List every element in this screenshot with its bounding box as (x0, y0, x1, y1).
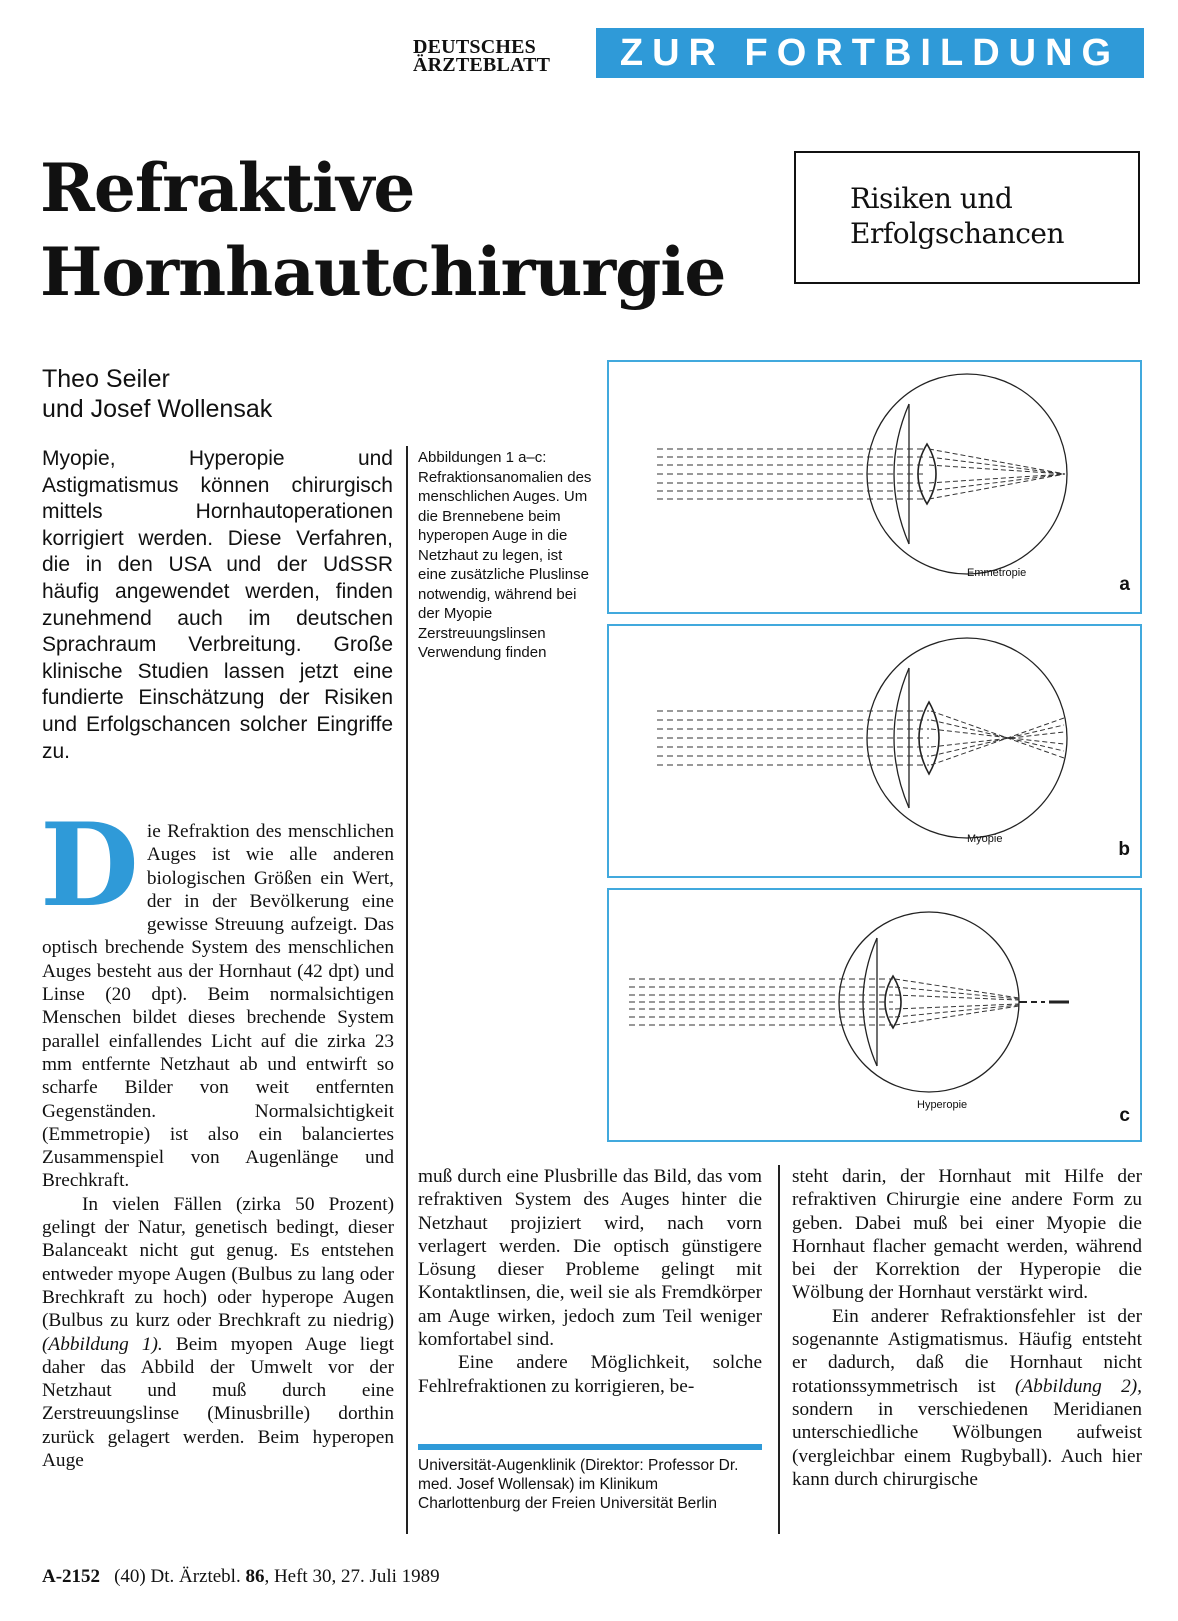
col3-paragraph-2 (792, 1305, 1142, 1491)
volume-number: 86 (245, 1566, 265, 1587)
section-banner: ZUR FORTBILDUNG (596, 28, 1144, 78)
body-column-3 (792, 1165, 1142, 1491)
eye-diagram-emmetropia (609, 362, 1144, 616)
subtitle-line1: Risiken und (850, 182, 1013, 215)
figure-panel-c (607, 888, 1142, 1142)
crossing-rays (931, 711, 1064, 765)
col3-p2-text-b: sondern in verschiedenen Meridianen unterschiedliche Wölbungen aufweist (vergleichbar einem Rugbyball). Auch hier kann durch chirurgische (792, 1398, 1142, 1490)
eye-diagram-myopia (609, 626, 1144, 880)
panel-a-label: Emmetropie (967, 567, 1027, 579)
parallel-rays (657, 711, 929, 765)
citation-text-a: (40) Dt. Ärztebl. (114, 1566, 246, 1587)
eye-diagram-hyperopia (609, 890, 1144, 1144)
col1-paragraph-1: ie Refraktion des menschlichen Auges ist wie alle anderen biologischen Größen ein Wert, der in der Bevölkerung eine gewisse Streuung aufzeigt. Das optisch brechende System des menschlichen Auges besteht aus der Hornhaut (42 dpt) und Linse (20 dpt). Beim normalsichtigen Menschen bildet dieses brechende System parallel einfallendes Licht auf die zirka 23 mm entfernte Netzhaut ab und entwirft so scharfe Bilder von weit entfernten Gegenständen. Normalsichtigkeit (Emmetropie) ist also ein balanciertes Zusammenspiel von Augenlänge und Brechkraft. (42, 821, 394, 1192)
title-line2: Hornhautchirurgie (40, 233, 726, 311)
parallel-rays (657, 449, 927, 499)
column-rule-left (406, 446, 408, 1534)
col2-paragraph-1: muß durch eine Plusbrille das Bild, das vom refraktiven System des Auges hinter die Netzhaut projiziert wird, nach vorn verlagert werden. Die optisch günstigere Lösung dieser Probleme gelingt mit Kontaktlinsen, die, weil sie als Fremdkörper am Auge wirken, jedoch zum Teil weniger komfortabel sind. (418, 1166, 762, 1351)
drop-cap: D (40, 798, 139, 932)
authors-line1: Theo Seiler (42, 365, 170, 393)
column-rule-right (778, 1165, 780, 1534)
article-title (40, 146, 780, 314)
authors-line2: und Josef Wollensak (42, 395, 273, 423)
authors (42, 364, 422, 424)
title-line1: Refraktive (40, 149, 415, 227)
figure-caption: Abbildungen 1 a–c: Refraktionsanomalien des menschlichen Auges. Um die Brennebene beim hyperopen Auge in die Netzhaut zu legen, ist eine zusätzliche Pluslinse notwendig, während bei der Myopie Zerstreuungslinsen Verwendung finden (418, 449, 592, 661)
col1-p2-text-b: Beim myopen Auge liegt daher das Abbild der Umwelt vor der Netzhaut und muß durch eine Zerstreuungslinse (Minusbrille) dorthin zurück gelagert werden. Beim hyperopen Auge (42, 1333, 394, 1472)
author-affiliation: Universität-Augenklinik (Direktor: Professor Dr. med. Josef Wollensak) im Klinikum Charlottenburg der Freien Universität Berlin (418, 1457, 739, 1512)
figure-reference-1: (Abbildung 1). (42, 1333, 163, 1355)
journal-name-line1: DEUTSCHES (413, 36, 536, 58)
eyeball-outline (839, 912, 1019, 1092)
body-column-1 (40, 798, 394, 1472)
col3-p2-text-a: Ein anderer Refraktionsfehler ist der sogenannte Astigmatismus. Häufig entsteht er dadurch, daß die Hornhaut nicht rotationssymmetrisch ist (792, 1305, 1142, 1397)
converging-rays (895, 979, 1019, 1025)
affiliation-rule (418, 1444, 762, 1450)
subtitle-line2: Erfolgschancen (850, 217, 1065, 250)
page-code: A-2152 (42, 1566, 101, 1587)
subtitle-box (794, 151, 1140, 284)
panel-b-letter: b (1118, 839, 1130, 860)
col1-paragraph-2 (42, 1193, 394, 1473)
figure-panel-a (607, 360, 1142, 614)
col2-paragraph-2: Eine andere Möglichkeit, solche Fehlrefraktionen zu korrigieren, be- (418, 1352, 762, 1397)
converging-rays (929, 449, 1065, 499)
parallel-rays (629, 979, 893, 1025)
page-footer (42, 1566, 742, 1588)
citation-text-b: , Heft 30, 27. Juli 1989 (264, 1566, 440, 1587)
panel-b-label: Myopie (967, 833, 1003, 845)
abstract: Myopie, Hyperopie und Astigmatismus können chirurgisch mittels Hornhautoperationen korrigiert werden. Diese Verfahren, die in den USA und der UdSSR häufig angewendet werden, finden zunehmend auch im deutschen Sprachraum Verbreitung. Große klinische Studien lassen jetzt eine fundierte Einschätzung der Risiken und Erfolgschancen solcher Eingriffe zu. (42, 447, 393, 763)
figure-panel-b (607, 624, 1142, 878)
panel-c-label: Hyperopie (917, 1099, 968, 1111)
journal-name (413, 38, 583, 74)
journal-name-line2: ÄRZTEBLATT (413, 54, 551, 76)
figure-reference-2: (Abbildung 2), (1014, 1375, 1142, 1397)
body-column-2 (418, 1165, 762, 1398)
col1-p2-text-a: In vielen Fällen (zirka 50 Prozent) gelingt der Natur, genetisch bedingt, dieser Balanceakt nicht gut genug. Es entstehen entweder myope Augen (Bulbus zu lang oder Brechkraft zu hoch) oder hyperope Augen (Bulbus zu kurz oder Brechkraft zu niedrig) (42, 1193, 394, 1332)
panel-c-letter: c (1119, 1105, 1130, 1126)
col3-paragraph-1: steht darin, der Hornhaut mit Hilfe der refraktiven Chirurgie eine andere Form zu geben. Dabei muß bei einer Myopie die Hornhaut flacher gemacht werden, während bei der Korrektion der Hyperopie die Wölbung der Hornhaut verstärkt wird. (792, 1166, 1142, 1304)
panel-a-letter: a (1119, 574, 1130, 595)
